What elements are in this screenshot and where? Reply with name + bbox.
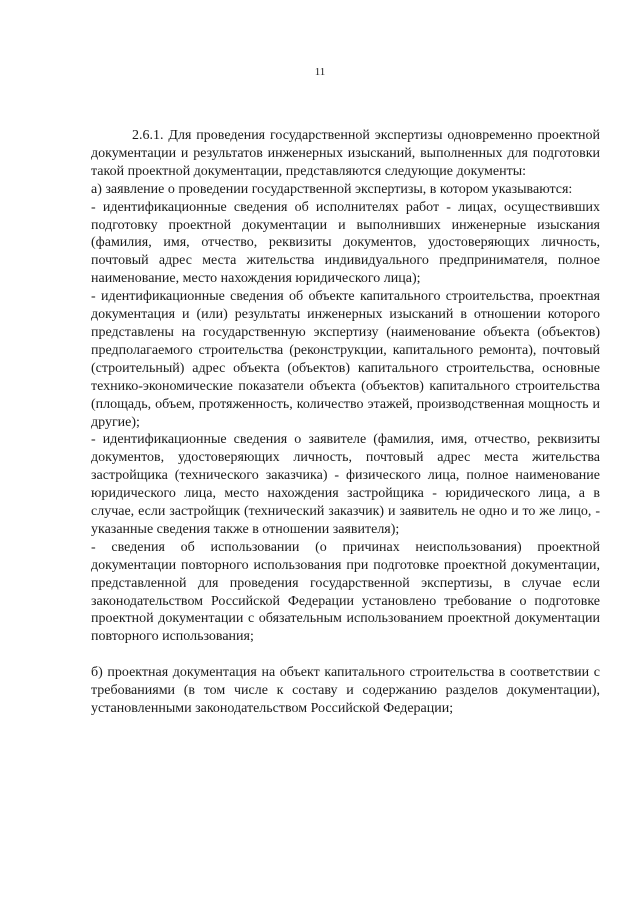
paragraph-reuse-info: - сведения об использовании (о причинах неиспользования) проектной документации повторного использования при подготовке проектной документации, представленной для проведения государственной экспертизы, в случае если законодательством Российской Федерации установлено требование о подготовке проектной документации с обязательным использованием проектной документации повторного использования; — [91, 539, 600, 645]
page-number: 11 — [314, 66, 326, 78]
paragraph-2-6-1: 2.6.1. Для проведения государственной экспертизы одновременно проектной документации и результатов инженерных изысканий, выполненных для подготовки такой проектной документации, представляются следующие документы: — [91, 128, 600, 179]
paragraph-object-info: - идентификационные сведения об объекте капитального строительства, проектная документация и (или) результаты инженерных изысканий в отношении которого представлены на государственную экспертизу (наименование объекта (объектов) предполагаемого строительства (реконструкции, капитального ремонта), почтовый (строительный) адрес объекта (объектов) капитального строительства, основные технико-экономические показатели объекта (объектов) капитального строительства (площадь, объем, протяженность, количество этажей, производственная мощность и другие); — [91, 289, 600, 430]
paragraph-applicant-info: - идентификационные сведения о заявителе (фамилия, имя, отчество, реквизиты документов, удостоверяющих личность, почтовый адрес места жительства застройщика (технического заказчика) - физического лица, полное наименование юридического лица, место нахождения застройщика - юридического лица, а в случае, если застройщик (технический заказчик) и заявитель не одно и то же лицо, - указанные сведения также в отношении заявителя); — [91, 432, 600, 537]
paragraph-executors-info: - идентификационные сведения об исполнителях работ - лицах, осуществивших подготовку проектной документации и выполнивших инженерные изыскания (фамилия, имя, отчество, реквизиты документов, удостоверяющих личность, почтовый адрес места жительства индивидуального предпринимателя, полное наименование, место нахождения юридического лица); — [91, 199, 600, 287]
document-body — [91, 127, 600, 718]
paragraph-item-a: а) заявление о проведении государственной экспертизы, в котором указываются: — [91, 181, 573, 197]
paragraph-item-b: б) проектная документация на объект капитального строительства в соответствии с требованиями (в том числе к составу и содержанию разделов документации), установленными законодательством Российской Федерации; — [91, 665, 600, 716]
